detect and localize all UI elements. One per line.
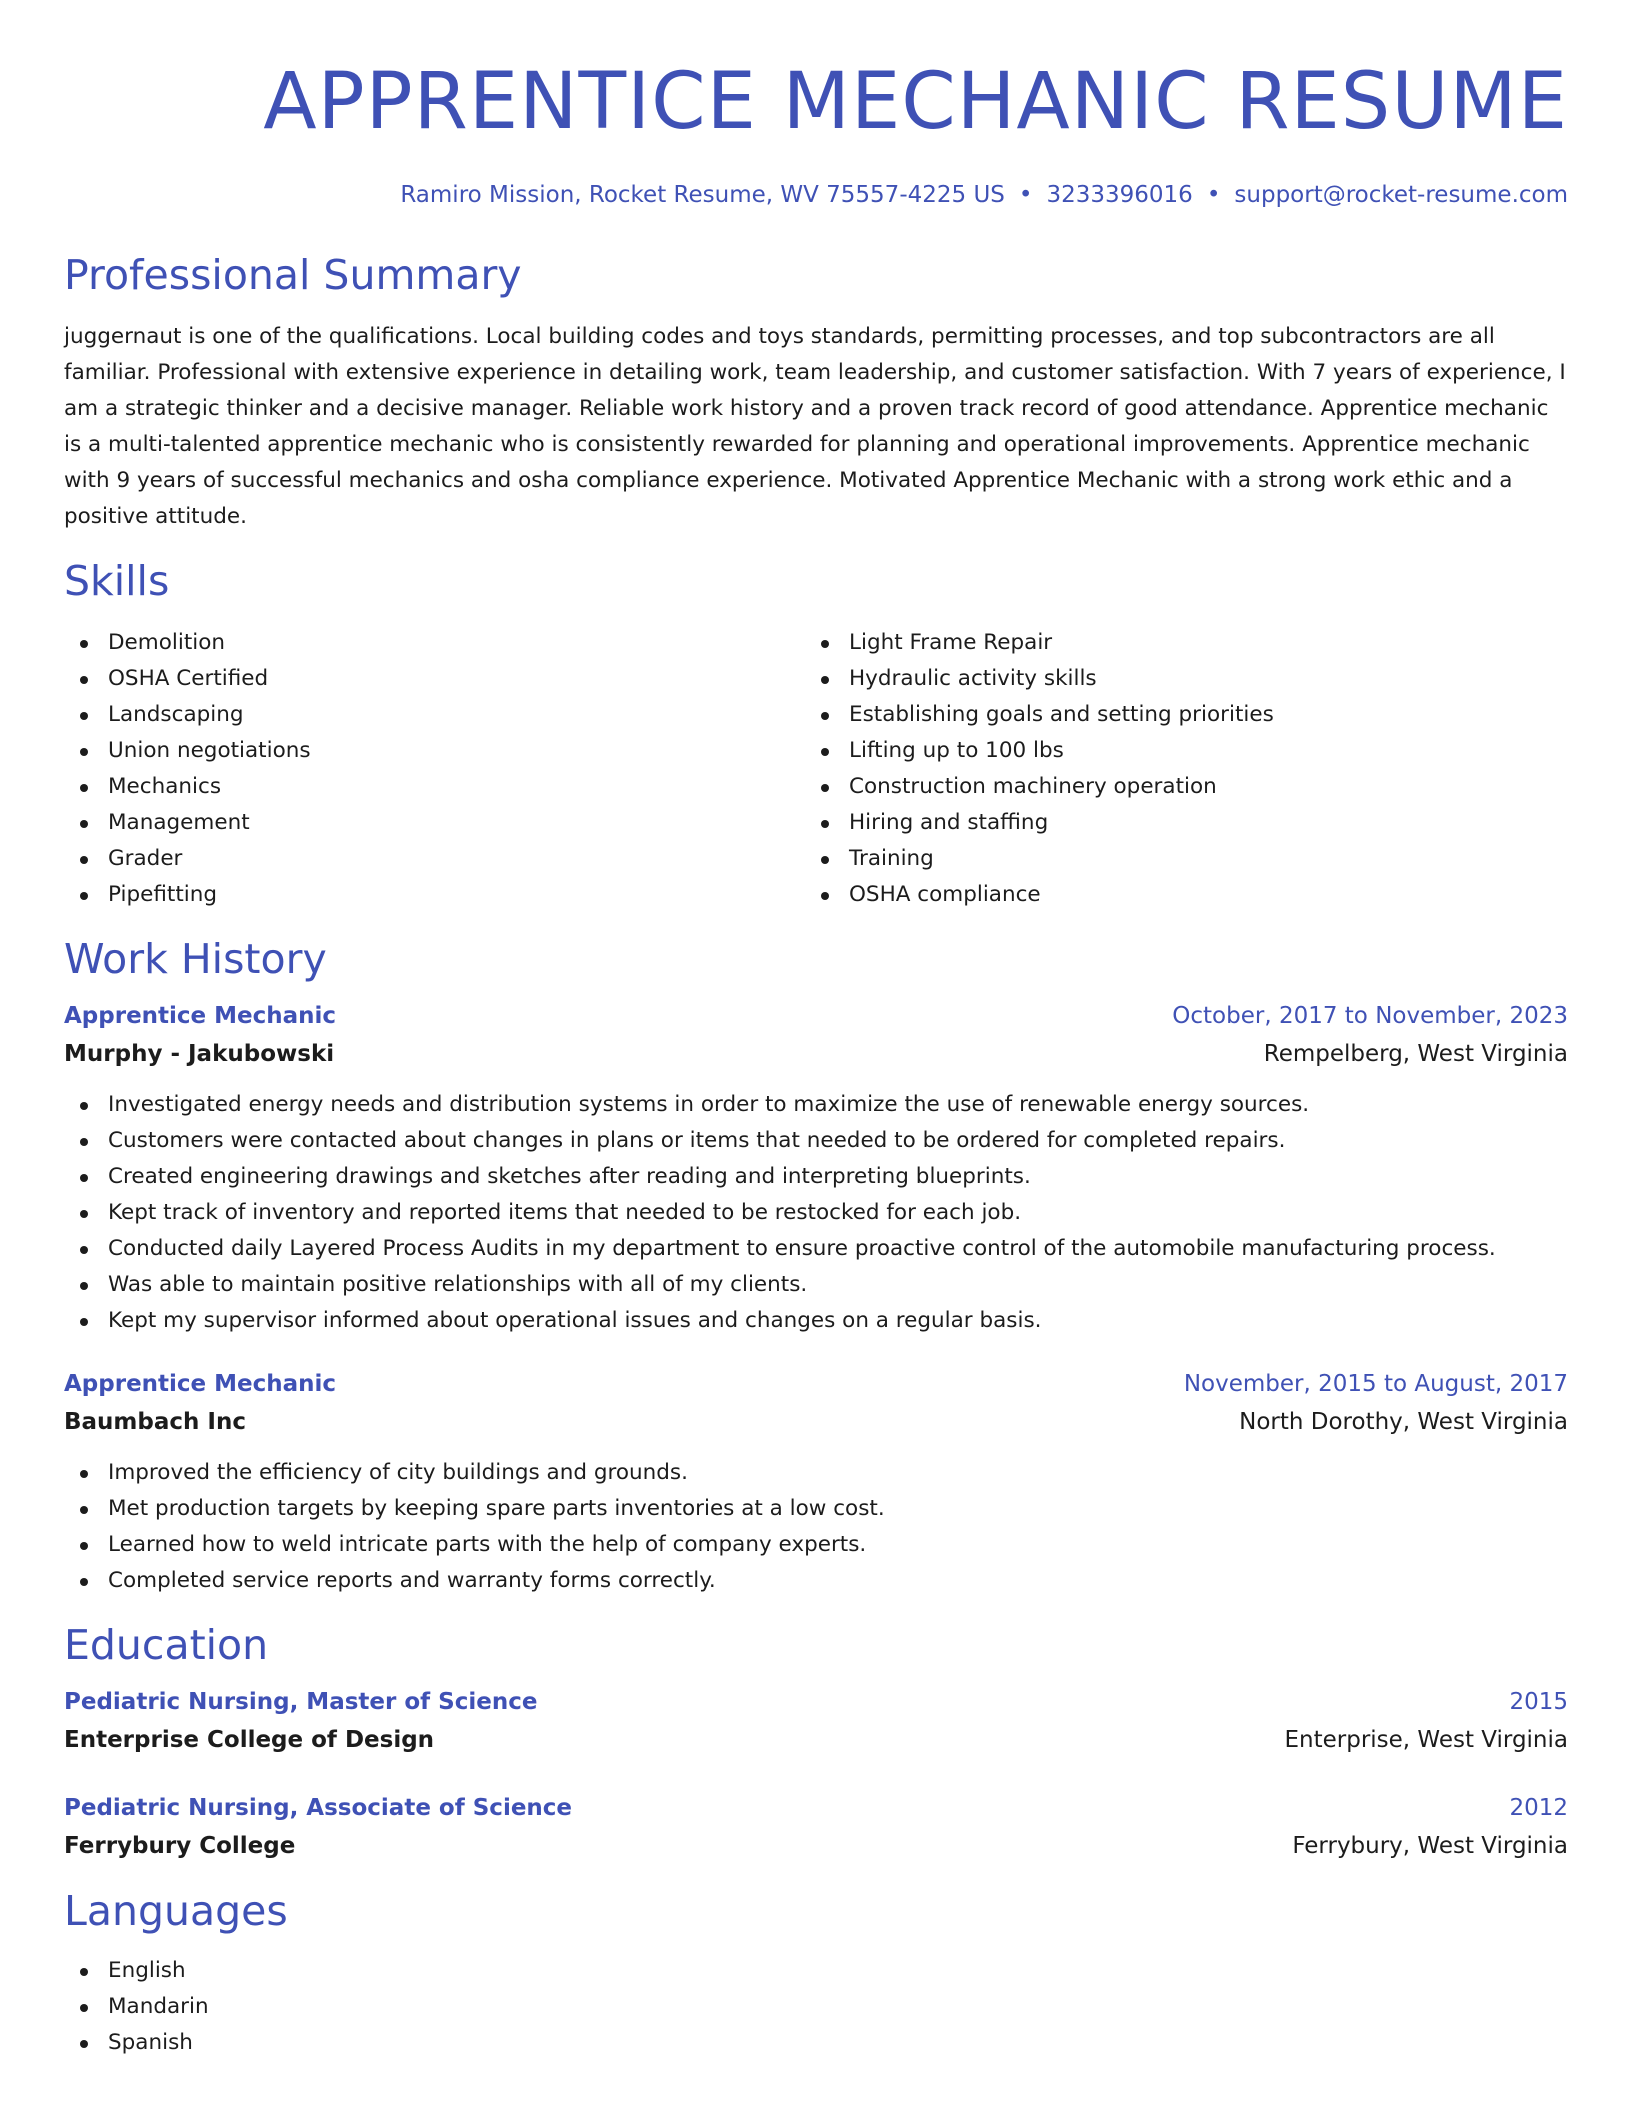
skill-item: Management [64, 805, 805, 841]
job-location: Rempelberg, West Virginia [1263, 1041, 1568, 1067]
job-duty: Improved the efficiency of city buildings and grounds. [64, 1455, 1568, 1491]
contact-email: support@rocket-resume.com [1234, 182, 1568, 208]
contact-line [64, 178, 1568, 212]
education-section [64, 1617, 1568, 1865]
skill-item: Hydraulic activity skills [805, 661, 1546, 697]
language-item: Spanish [64, 2025, 1568, 2061]
job-company: Murphy - Jakubowski [64, 1041, 335, 1067]
job-header-row [64, 1365, 1568, 1403]
skill-item: Construction machinery operation [805, 769, 1546, 805]
skill-item: Establishing goals and setting priorities [805, 697, 1546, 733]
school-name: Ferrybury College [64, 1833, 296, 1859]
job-dates: October, 2017 to November, 2023 [1172, 1003, 1568, 1029]
skill-item: Demolition [64, 625, 805, 661]
job-company-row [64, 1403, 1568, 1441]
summary-heading: Professional Summary [64, 251, 522, 299]
school-location: Enterprise, West Virginia [1284, 1727, 1568, 1753]
work-history-heading: Work History [64, 935, 327, 983]
job-company-row [64, 1035, 1568, 1073]
job-duty: Kept track of inventory and reported items that needed to be restocked for each job. [64, 1195, 1568, 1231]
skills-heading: Skills [64, 557, 170, 605]
contact-address: Ramiro Mission, Rocket Resume, WV 75557-4225 US [400, 182, 1005, 208]
degree: Pediatric Nursing, Master of Science [64, 1689, 538, 1715]
language-item: English [64, 1953, 1568, 1989]
skill-item: Light Frame Repair [805, 625, 1546, 661]
job-location: North Dorothy, West Virginia [1239, 1409, 1568, 1435]
education-header-row [64, 1789, 1568, 1827]
job-duty: Met production targets by keeping spare parts inventories at a low cost. [64, 1491, 1568, 1527]
job-title: Apprentice Mechanic [64, 1003, 337, 1029]
job-duties-list [64, 1087, 1568, 1339]
job-entry [64, 997, 1568, 1339]
summary-section [64, 247, 1568, 535]
work-history-section [64, 931, 1568, 1599]
graduation-year: 2012 [1509, 1795, 1568, 1821]
education-school-row [64, 1721, 1568, 1759]
job-duty: Conducted daily Layered Process Audits in my department to ensure proactive control of the automobile manufacturing process. [64, 1231, 1568, 1267]
school-name: Enterprise College of Design [64, 1727, 435, 1753]
job-duty: Customers were contacted about changes in plans or items that needed to be ordered for completed repairs. [64, 1123, 1568, 1159]
resume-title: APPRENTICE MECHANIC RESUME [263, 57, 1568, 147]
job-duty: Investigated energy needs and distribution systems in order to maximize the use of renewable energy sources. [64, 1087, 1568, 1123]
skill-item: OSHA compliance [805, 877, 1546, 913]
languages-heading: Languages [64, 1887, 288, 1935]
degree: Pediatric Nursing, Associate of Science [64, 1795, 573, 1821]
skill-item: Lifting up to 100 lbs [805, 733, 1546, 769]
education-school-row [64, 1827, 1568, 1865]
summary-text: juggernaut is one of the qualifications. Local building codes and toys standards, permitting processes, and top subcontractors are all familiar. Professional with extensive experience in detailing work, team leadership, and customer satisfaction. With 7 years of experience, I am a strategic thinker and a decisive manager. Reliable work history and a proven track record of good attendance. Apprentice mechanic is a multi-talented apprentice mechanic who is consistently rewarded for planning and operational improvements. Apprentice mechanic with 9 years of successful mechanics and osha compliance experience. Motivated Apprentice Mechanic with a strong work ethic and a positive attitude. [64, 324, 1566, 529]
contact-separator: • [1018, 182, 1033, 208]
skills-list-right [805, 625, 1546, 913]
languages-list [64, 1953, 1568, 2061]
contact-separator: • [1206, 182, 1221, 208]
education-entry [64, 1683, 1568, 1759]
skills-section [64, 553, 1568, 913]
skill-item: Mechanics [64, 769, 805, 805]
skill-item: Pipefitting [64, 877, 805, 913]
skill-item: Training [805, 841, 1546, 877]
school-location: Ferrybury, West Virginia [1292, 1833, 1568, 1859]
skill-item: Grader [64, 841, 805, 877]
job-company: Baumbach Inc [64, 1409, 246, 1435]
education-heading: Education [64, 1621, 269, 1669]
job-duty: Completed service reports and warranty forms correctly. [64, 1563, 1568, 1599]
skill-item: Hiring and staffing [805, 805, 1546, 841]
education-header-row [64, 1683, 1568, 1721]
job-duties-list [64, 1455, 1568, 1599]
graduation-year: 2015 [1509, 1689, 1568, 1715]
language-item: Mandarin [64, 1989, 1568, 2025]
languages-section [64, 1883, 1568, 2061]
job-duty: Was able to maintain positive relationships with all of my clients. [64, 1267, 1568, 1303]
job-duty: Learned how to weld intricate parts with the help of company experts. [64, 1527, 1568, 1563]
skills-grid [64, 625, 1568, 913]
job-duty: Created engineering drawings and sketches after reading and interpreting blueprints. [64, 1159, 1568, 1195]
skills-list-left [64, 625, 805, 913]
job-entry [64, 1365, 1568, 1599]
skill-item: Landscaping [64, 697, 805, 733]
job-dates: November, 2015 to August, 2017 [1183, 1371, 1568, 1397]
education-entry [64, 1789, 1568, 1865]
job-duty: Kept my supervisor informed about operational issues and changes on a regular basis. [64, 1303, 1568, 1339]
skill-item: Union negotiations [64, 733, 805, 769]
skill-item: OSHA Certified [64, 661, 805, 697]
job-title: Apprentice Mechanic [64, 1371, 337, 1397]
job-header-row [64, 997, 1568, 1035]
contact-phone: 3233396016 [1046, 182, 1193, 208]
